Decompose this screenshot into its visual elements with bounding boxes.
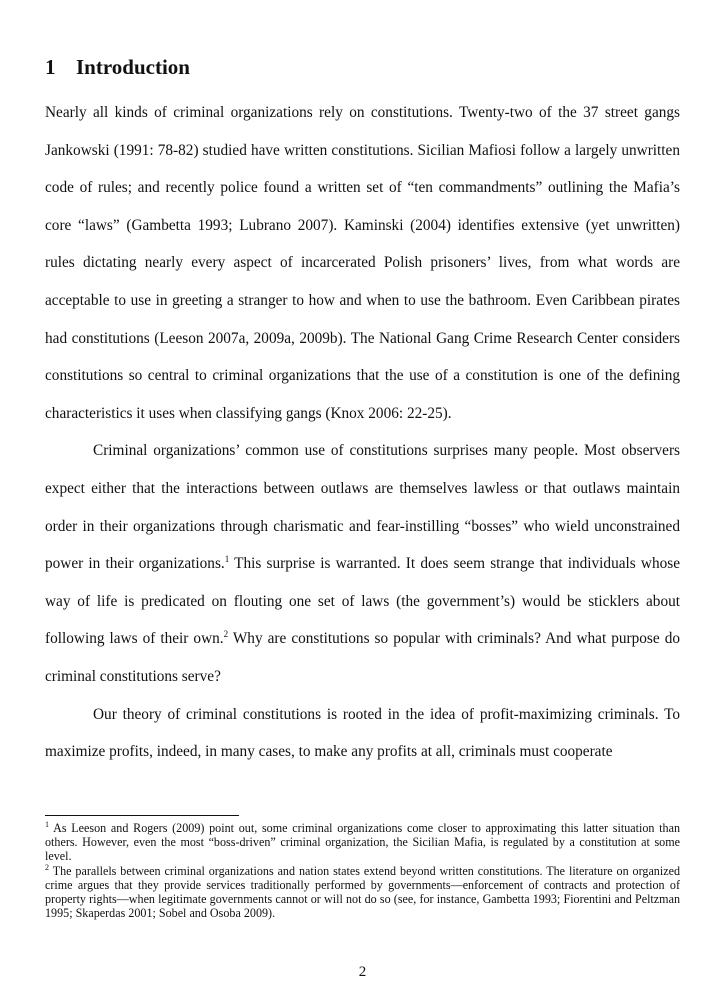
footnote-ref-2[interactable]: 2 bbox=[223, 629, 229, 640]
body-text bbox=[45, 94, 680, 771]
footnote-2-text: The parallels between criminal organizations and nation states extend beyond written constitutions. The literature on organized crime argues that they provide services traditionally performed by governments—enforcement of contracts and protection of property rights—when legitimate governments cannot or will not do so (see, for instance, Gambetta 1993; Fiorentini and Peltzman 1995; Skaperdas 2001; Sobel and Osoba 2009). bbox=[45, 863, 680, 921]
footnote-ref-1[interactable]: 1 bbox=[224, 554, 230, 565]
paragraph-3: Our theory of criminal constitutions is rooted in the idea of profit-maximizing criminals. To maximize profits, indeed, in many cases, to make any profits at all, criminals must cooperate bbox=[45, 705, 680, 761]
paragraph-2-text-b: This surprise is warranted. It does seem strange that individuals whose way of life is predicated on flouting one set of laws (the government’s) would be sticklers about following laws of their own. bbox=[45, 555, 680, 648]
section-heading bbox=[45, 54, 190, 80]
page-number: 2 bbox=[358, 964, 367, 980]
footnote-1-mark: 1 bbox=[45, 819, 49, 829]
section-number: 1 bbox=[45, 55, 56, 79]
paragraph-2 bbox=[45, 432, 680, 695]
footnote-1-text: As Leeson and Rogers (2009) point out, some criminal organizations come closer to approximating this latter situation than others. However, even the most “boss-driven” criminal organization, the Sicilian Mafia, is regulated by a constitution at some level. bbox=[45, 821, 680, 864]
paragraph-2-text-c: Why are constitutions so popular with criminals? And what purpose do criminal constitutions serve? bbox=[45, 630, 680, 685]
footnote-2 bbox=[45, 864, 680, 921]
footnote-2-mark: 2 bbox=[45, 862, 49, 872]
footnote-divider bbox=[45, 815, 239, 816]
section-title: Introduction bbox=[76, 55, 190, 79]
footnotes bbox=[45, 821, 680, 920]
footnote-1 bbox=[45, 821, 680, 864]
document-page bbox=[45, 0, 680, 1000]
paragraph-2-text-a: Criminal organizations’ common use of constitutions surprises many people. Most observers expect either that the interactions between outlaws are themselves lawless or that outlaws maintain order in their organizations through charismatic and fear-instilling “bosses” who wield unconstrained power in their organizations. bbox=[45, 442, 680, 573]
paragraph-1: Nearly all kinds of criminal organizations rely on constitutions. Twenty-two of the 37 street gangs Jankowski (1991: 78-82) studied have written constitutions. Sicilian Mafiosi follow a largely unwritten code of rules; and recently police found a written set of “ten commandments” outlining the Mafia’s core “laws” (Gambetta 1993; Lubrano 2007). Kaminski (2004) identifies extensive (yet unwritten) rules dictating nearly every aspect of incarcerated Polish prisoners’ lives, from what words are acceptable to use in greeting a stranger to how and when to use the bathroom. Even Caribbean pirates had constitutions (Leeson 2007a, 2009a, 2009b). The National Gang Crime Research Center considers constitutions so central to criminal organizations that the use of a constitution is one of the defining characteristics it uses when classifying gangs (Knox 2006: 22-25). bbox=[45, 104, 680, 422]
